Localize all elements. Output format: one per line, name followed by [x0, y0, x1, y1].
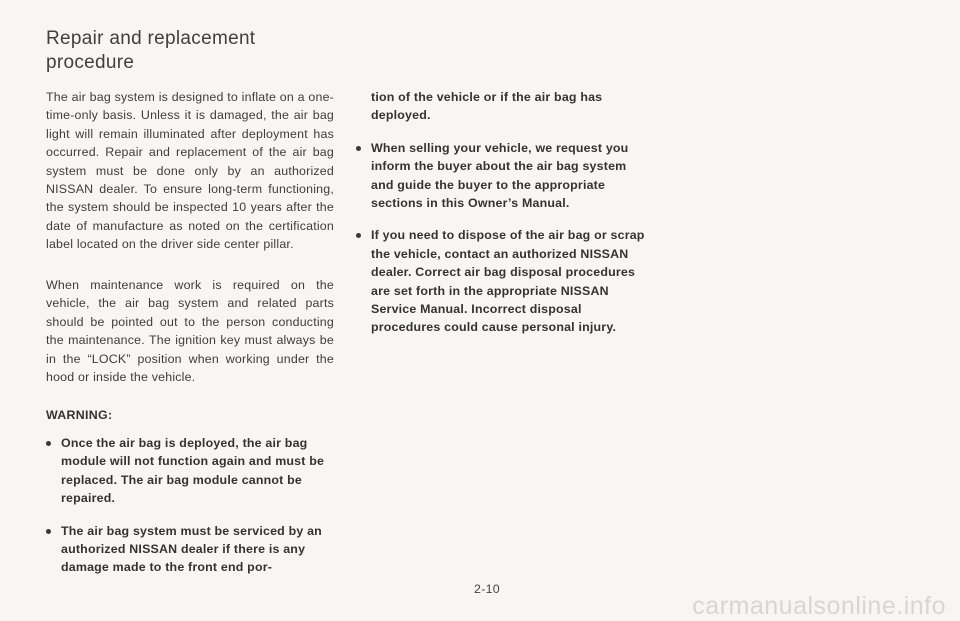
warning-continuation-text: tion of the vehicle or if the air bag has deployed.: [371, 90, 603, 123]
paragraph-maintenance: When maintenance work is required on the vehicle, the air bag system and related parts should be pointed out to the person conducting the maintenance. The ignition key must always be in the “LOCK” position when working under the hood or inside the vehicle.: [46, 278, 334, 385]
warning-item: [356, 226, 648, 336]
warning-item-text: If you need to dispose of the air bag or scrap the vehicle, contact an authorized NISSAN dealer. Correct air bag disposal procedures are set forth in the appropriate NISSAN Service Manual. Incorrect disposal procedures could cause personal injury.: [371, 228, 645, 335]
warning-list: [46, 434, 334, 591]
title-line-2: procedure: [46, 52, 135, 73]
warning-item: [46, 522, 334, 577]
bullet-dot-icon: [356, 146, 361, 151]
warning-item-text: The air bag system must be serviced by an authorized NISSAN dealer if there is any damage made to the front end por-: [61, 523, 322, 575]
warning-item: [46, 434, 334, 508]
bullet-dot-icon: [46, 529, 51, 534]
warning-item: [356, 139, 648, 213]
site-watermark: carmanualsonline.info: [692, 592, 946, 620]
warning-item-text: Once the air bag is deployed, the air bag module will not function again and must be replaced. The air bag module cannot be repaired.: [61, 436, 325, 506]
paragraph-air-bag-inflation: The air bag system is designed to inflate on a one-time-only basis. Unless it is damaged, the air bag light will remain illuminated after deployment has occurred. Repair and replacement of the air bag system must be done only by an authorized NISSAN dealer. To ensure long-term functioning, the system should be inspected 10 years after the date of manufacture as noted on the certification label located on the driver side center pillar.: [46, 90, 334, 252]
title-line-1: Repair and replacement: [46, 28, 256, 49]
warning-continuation: [356, 88, 648, 125]
bullet-dot-icon: [356, 233, 361, 238]
bullet-dot-icon: [46, 441, 51, 446]
warning-heading: WARNING:: [46, 408, 113, 422]
page-title: [46, 27, 346, 75]
page-number: 2-10: [474, 582, 500, 596]
warning-list-continued: [356, 88, 648, 351]
warning-item-text: When selling your vehicle, we request you inform the buyer about the air bag system and guide the buyer to the appropriate sections in this Owner’s Manual.: [371, 140, 629, 211]
